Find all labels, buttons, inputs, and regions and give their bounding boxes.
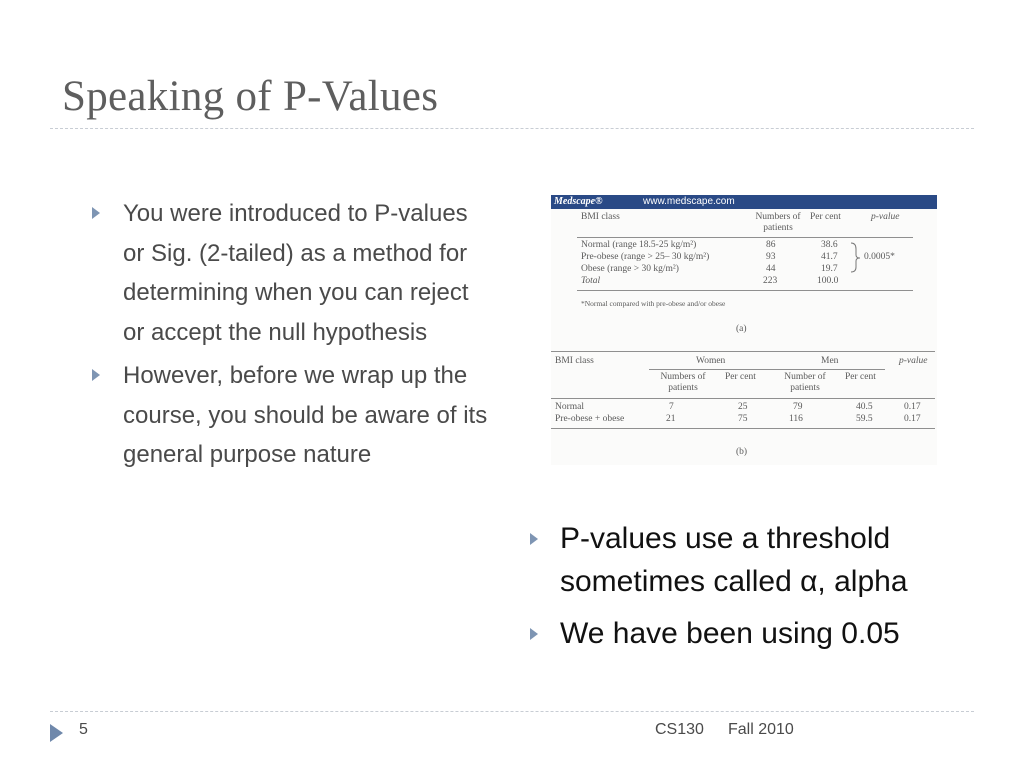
table-b-header-women: Women	[696, 356, 726, 366]
bullet-arrow-icon	[530, 628, 538, 640]
title-divider	[50, 128, 974, 129]
slide-title: Speaking of P-Values	[62, 73, 439, 120]
table-b-header-bmi: BMI class	[555, 356, 594, 366]
table-b-cell: 21	[666, 414, 676, 424]
right-bullet-item	[530, 517, 990, 603]
medscape-url: www.medscape.com	[643, 196, 735, 207]
table-a-header-percent: Per cent	[810, 212, 841, 222]
table-a-header-patients: Numbers of patients	[755, 212, 801, 233]
table-a-row-label: Normal (range 18.5-25 kg/m²)	[581, 240, 697, 250]
table-a-cell: 223	[763, 276, 778, 286]
left-bullet-item	[92, 356, 492, 475]
table-a-rule	[577, 290, 913, 291]
table-b-subrule	[649, 369, 885, 370]
slide-number: 5	[79, 721, 88, 738]
bullet-text: We have been using 0.05	[560, 617, 900, 650]
table-b-cell: 59.5	[856, 414, 873, 424]
table-b-header-men: Men	[821, 356, 839, 366]
table-b-header-pvalue: p-value	[899, 356, 928, 366]
left-bullet-item	[92, 194, 492, 352]
left-bullet-list	[92, 194, 492, 479]
table-b-caption: (b)	[736, 447, 748, 457]
bmi-table-image	[551, 195, 937, 465]
footer-course: CS130	[655, 721, 704, 738]
bullet-text: You were introduced to P-values or Sig. (2-tailed) as a method for determining when you can reject or accept the null hypothesis	[123, 200, 469, 346]
table-b-rule	[551, 398, 935, 399]
table-b-subheader: Numbers of patients	[660, 372, 706, 393]
table-a-footnote: *Normal compared with pre-obese and/or obese	[581, 299, 726, 308]
table-a-row-label: Pre-obese (range > 25– 30 kg/m²)	[581, 252, 710, 262]
table-a-row-label: Obese (range > 30 kg/m²)	[581, 264, 679, 274]
table-b-cell: 7	[669, 402, 674, 412]
table-b-cell: 79	[793, 402, 803, 412]
table-a-cell: 86	[766, 240, 776, 250]
bullet-arrow-icon	[92, 207, 100, 219]
table-a-cell: 93	[766, 252, 776, 262]
table-a-pvalue: 0.0005*	[864, 252, 895, 262]
table-a-cell: 38.6	[821, 240, 838, 250]
table-a-cell: 44	[766, 264, 776, 274]
right-bullet-list	[530, 517, 990, 664]
medscape-logo: Medscape®	[554, 196, 603, 207]
footer-term: Fall 2010	[728, 721, 794, 738]
table-a-header-pvalue: p-value	[871, 212, 900, 222]
table-b-cell: 40.5	[856, 402, 873, 412]
table-b-subheader: Per cent	[845, 372, 876, 382]
table-b-cell: 0.17	[904, 402, 921, 412]
table-b-cell: 0.17	[904, 414, 921, 424]
bullet-arrow-icon	[92, 369, 100, 381]
table-b-cell: 75	[738, 414, 748, 424]
table-b-cell: 25	[738, 402, 748, 412]
footer-divider	[50, 711, 974, 712]
right-bullet-item	[530, 612, 990, 655]
table-a-cell: 41.7	[821, 252, 838, 262]
table-a-caption: (a)	[736, 324, 747, 334]
footer-arrow-icon	[50, 724, 63, 742]
bullet-text: However, before we wrap up the course, you should be aware of its general purpose nature	[123, 362, 488, 468]
table-b-row-label: Normal	[555, 402, 585, 412]
table-b-rule	[551, 428, 935, 429]
table-b-subheader: Number of patients	[784, 372, 826, 393]
table-b-cell: 116	[789, 414, 803, 424]
table-a-cell: 19.7	[821, 264, 838, 274]
table-b-row-label: Pre-obese + obese	[555, 414, 625, 424]
bullet-arrow-icon	[530, 533, 538, 545]
table-a-rule	[577, 237, 913, 238]
bullet-text: P-values use a threshold sometimes called α, alpha	[560, 522, 908, 598]
medscape-banner	[551, 195, 937, 209]
table-a-header-bmi: BMI class	[581, 212, 620, 222]
table-b-rule	[551, 351, 935, 352]
table-a-cell: 100.0	[817, 276, 839, 286]
table-a-row-label: Total	[581, 276, 601, 286]
table-b-subheader: Per cent	[725, 372, 756, 382]
